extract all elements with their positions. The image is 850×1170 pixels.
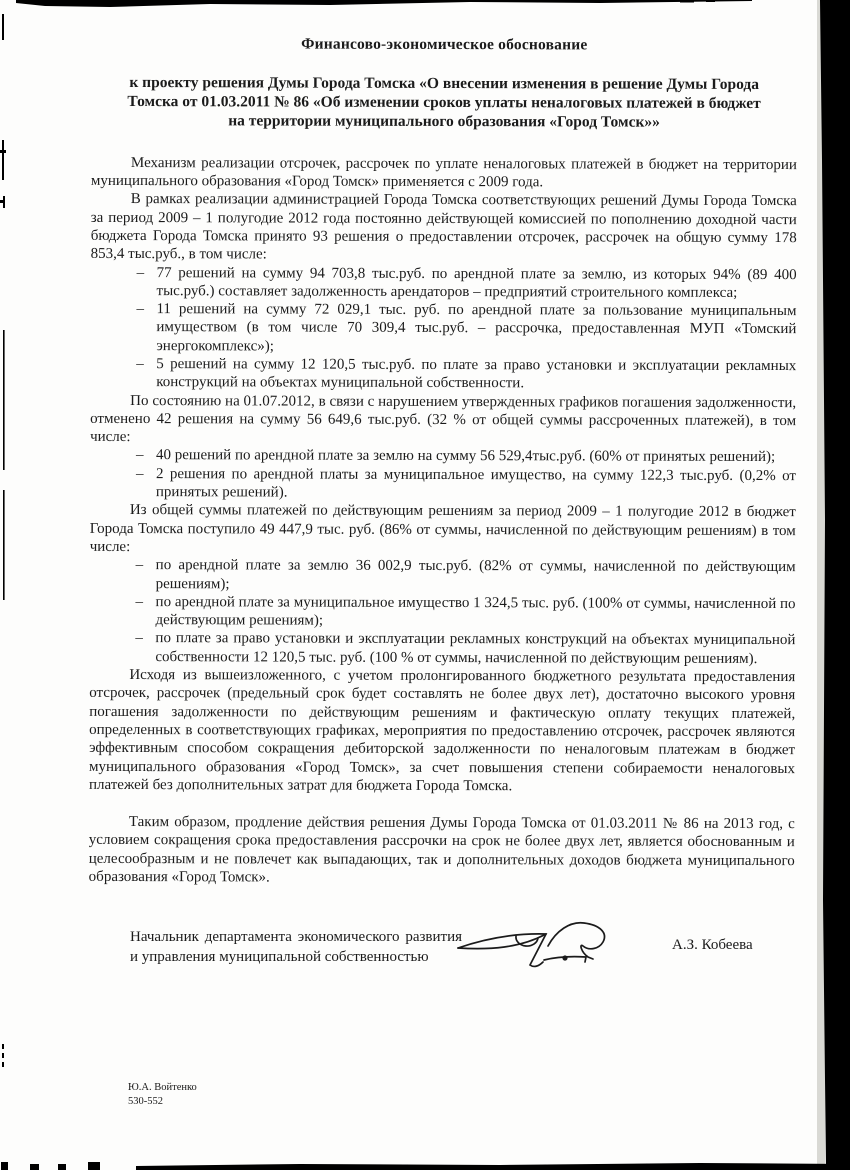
scan-artifact-left-line <box>3 330 5 470</box>
signature-block <box>130 928 796 998</box>
scan-artifact-left-tick <box>0 150 6 153</box>
dash-marker: – <box>135 447 144 464</box>
scan-artifact-left-line <box>2 140 4 180</box>
list-item <box>90 556 796 595</box>
list-item-text: 11 решений на сумму 72 029,1 тыс. руб. по арендной плате за пользование муниципальным имуществом (в том числе 70 309,4 тыс.руб. – рассрочка, предоставленная МУП «Томский энергокомплекс»); <box>156 301 797 355</box>
scan-artifact-left-dot <box>2 1053 4 1058</box>
list-item-text: 5 решений на сумму 12 120,5 тыс.руб. по плате за право установки и эксплуатации рекламных конструкций на объектах муниципальной собственности. <box>156 356 797 392</box>
list-item <box>90 355 796 394</box>
scan-artifact-bottom-blob <box>88 1162 100 1170</box>
list-item-text: 77 решений на сумму 94 703,8 тыс.руб. по арендной плате за землю, из которых 94% (89 400 тыс.руб.) составляет задолженность арендаторов – предприятий строительного комплекса; <box>156 264 797 301</box>
list-item-text: по арендной плате за землю 36 002,9 тыс.руб. (82% от суммы, начисленной по действующим решениям); <box>155 557 796 592</box>
scan-artifact-left-dot <box>2 1062 4 1067</box>
dash-marker: – <box>136 356 144 373</box>
paragraph-conclusion: Исходя из вышеизложенного, с учетом пролонгированного бюджетного результата предоставления отсрочек, рассрочек (предельный срок будет составлять не более двух лет), достаточно высокого уровня погашения задолженности по действующим решениям и фактическую оплату текущих платежей, определенных в соответствующих графиках, мероприятия по предоставлению отсрочек, рассрочек являются эффективным способом сокращения дебиторской задолженности по неналоговым платежам в бюджет муниципального образования «Город Томск», за счет повышения степени собираемости неналоговых платежей без дополнительных затрат для бюджета Города Томска. <box>88 667 796 795</box>
executor-phone: 530-552 <box>128 1096 163 1108</box>
scan-artifact-left-line <box>2 14 4 40</box>
scan-artifact-left-line <box>3 490 5 600</box>
scan-artifact-left-tick <box>0 200 5 203</box>
list-item <box>90 446 796 467</box>
document-content <box>89 35 798 889</box>
dash-marker: – <box>136 264 145 281</box>
scan-artifact-right-band <box>820 0 850 1170</box>
list-item-text: по арендной плате за муниципальное имущество 1 324,5 тыс. руб. (100% от суммы, начисленной по действующим решениям); <box>155 593 796 629</box>
paragraph-cancelled: По состоянию на 01.07.2012, в связи с нарушением утвержденных графиков погашения задолженности, отменено 42 решения на сумму 56 649,6 тыс.руб. (32 % от общей суммы рассроченных платежей), в том числе: <box>90 392 797 446</box>
list-item <box>91 263 797 302</box>
executor-note <box>128 1081 197 1109</box>
list-item <box>89 629 795 668</box>
scan-artifact-top-mark <box>680 0 694 3</box>
document-subtitle: к проекту решения Думы Города Томска «О внесении изменения в решение Думы Города Томска от 01.03.2011 № 86 «Об изменении сроков уплаты неналоговых платежей в бюджет на территории муниципального образования «Город Томск»» <box>127 74 761 131</box>
list-item <box>90 465 796 504</box>
scan-artifact-top-strip <box>16 0 752 7</box>
scan-artifact-bottom-blob <box>30 1164 39 1170</box>
signature-dot <box>562 955 567 960</box>
dash-marker: – <box>135 630 143 647</box>
scan-artifact-bottom-strip <box>136 1163 850 1170</box>
document-body <box>89 154 797 889</box>
signer-name: А.З. Кобеева <box>672 937 753 953</box>
paragraph-decisions: В рамках реализации администрацией Города Томска соответствующих решений Думы Города Томска за период 2009 – 1 полугодие 2012 года постоянно действующей комиссией по пополнению доходной части бюджета Города Томска принято 93 решения о предоставлении отсрочек, рассрочек на общую сумму 178 853,4 тыс.руб., в том числе: <box>90 191 797 263</box>
scan-artifact-bottom-blob <box>1 1162 8 1170</box>
list-item-text: по плате за право установки и эксплуатации рекламных конструкций на объектах муниципальной собственности 12 120,5 тыс. руб. (100 % от суммы, начисленной по действующим решениям). <box>155 630 796 667</box>
paragraph-receipts: Из общей суммы платежей по действующим решениям за период 2009 – 1 полугодие 2012 в бюджет Города Томска поступило 49 447,9 тыс. руб. (86% от суммы, начисленной по действующим решениям) в том числе: <box>89 502 796 555</box>
scan-artifact-left-dot <box>2 1044 4 1049</box>
list-item-text: 2 решения по арендной платы за муниципальное имущество, на сумму 122,3 тыс.руб. (0,2% от принятых решений). <box>155 465 796 501</box>
dash-marker: – <box>135 557 144 574</box>
dash-marker: – <box>136 301 145 318</box>
paragraph-summary: Таким образом, продление действия решения Думы Города Томска от 01.03.2011 № 86 на 2013 год, с условием сокращения срока предоставления рассрочки на срок не более двух лет, является обоснованным и целесообразным и не повлечет как выпадающих, так и дополнительных доходов бюджета муниципального образования «Город Томск». <box>88 814 795 886</box>
dash-marker: – <box>135 593 144 610</box>
paragraph-intro: Механизм реализации отсрочек, рассрочек по уплате неналоговых платежей в бюджет на территории муниципального образования «Город Томск» применяется с 2009 года. <box>90 154 797 191</box>
signature-scribble <box>450 914 620 978</box>
scan-artifact-right-gray <box>817 0 825 1170</box>
list-item-text: 40 решений по арендной плате за землю на сумму 56 529,4тыс.руб. (60% от принятых решений); <box>155 447 776 466</box>
executor-name: Ю.А. Войтенко <box>128 1082 197 1093</box>
signer-position: Начальник департамента экономического развития и управления муниципальной собственностью <box>130 929 462 965</box>
scan-artifact-bottom-blob <box>58 1164 66 1170</box>
scan-artifact-top-mark <box>706 0 715 2</box>
document-title: Финансово-экономическое обоснование <box>301 35 588 54</box>
list-item <box>89 593 795 632</box>
dash-marker: – <box>135 465 144 482</box>
scan-artifact-left-line <box>3 196 5 208</box>
list-item <box>90 300 796 357</box>
